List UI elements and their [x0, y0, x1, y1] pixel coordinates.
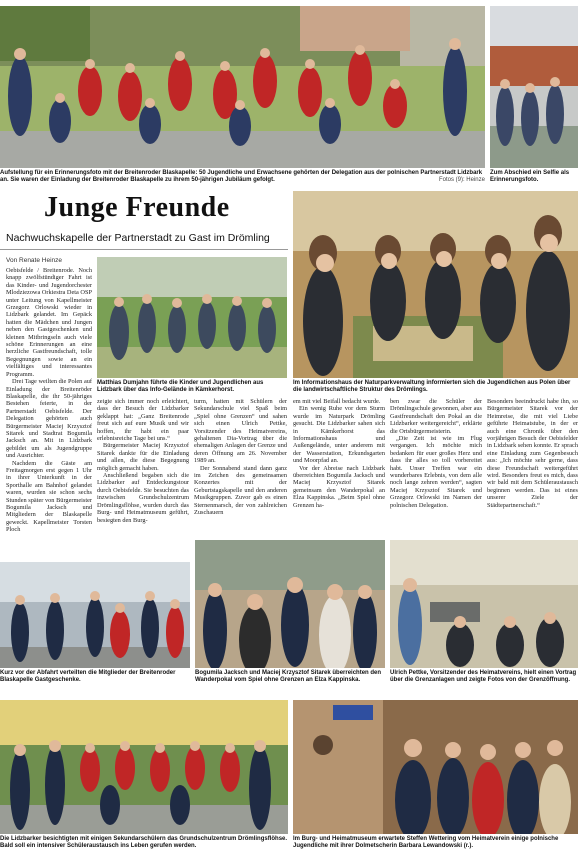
- column-5-paragraph: ben zwar die Schüler der Drömlingschule gewonnen, aber aus Gastfreundschaft den Pokal an die Lidzbarker weitergereicht“, erklärte die Ortsbürgermeisterin.: [390, 398, 482, 435]
- photo-gastgeschenke: [0, 562, 190, 668]
- column-1-paragraph: Nachdem die Gäste am Freitagmorgen erst gegen 1 Uhr in ihrer Unterkunft in der Sporthalle am Bahnhof gelandet waren, wurden sie schon sechs Stunden später von Bürgermeister Bogumila Jacksch und Mitgliedern der Blaskapelle geweckt. Kapellmeister Torsten Ploch: [6, 459, 92, 534]
- column-2-paragraph: zeigte sich immer noch erleichtert, dass der Besuch der Lidzbarker geklappt hat: „Ganz Breitenrode freut sich auf eure Musik und wir hoffen, ihr habt ein paar erlebnisreiche Tage bei uns.“: [97, 398, 189, 443]
- column-3-paragraph: Der Sonnabend stand dann ganz im Zeichen des gemeinsamen Konzertes mit der Geburtstagskapelle und den anderen Musikgruppen. Zuvor gab es einen Sternenmarsch, der von zahlreichen Zuschauern: [194, 464, 287, 517]
- article-column-3: [194, 398, 287, 558]
- divider: [0, 249, 288, 250]
- column-1-paragraph: Drei Tage weilten die Polen auf Einladung der Breitenröder Blaskapelle, die ihr 50-jähriges Bestehen feierte, in der Partnerstadt Oebisfelde. Der Delegation gehörten auch Bürgermeister Maciej Krzysztof Sitarek und Stadtrat Bogumila Jacksch an. Mit in Lidzbark gebildet um als Jugendgruppe und Ausrichter.: [6, 378, 92, 460]
- caption-row3-a: Kurz vor der Abfahrt verteilten die Mitglieder der Breitenroder Blaskapelle Gastgeschenke.: [0, 670, 176, 683]
- column-2-paragraph: Anschließend begaben sich die Lidzbarker auf Entdeckungstour durch Oebisfelde. Sie besuchten das inzwischen Grundschulzentrum Drömlingsflöhse, wurden durch das Burg- und Heimatmuseum geführt, besiegten den Burg-: [97, 472, 189, 524]
- caption-mid-left: Matthias Dumjahn führte die Kinder und Jugendlichen aus Lidzbark über das Info-Gelände in Kämkerhorst.: [97, 380, 264, 393]
- photo-wanderpokal: [195, 540, 385, 668]
- column-1-paragraph: Oebisfelde / Breitenrode. Noch knapp zwölfstündiger Fahrt ist das Kinder- und Jugendorchester Mlodziezowa Orkiestra Deta OSP unter Leitung von Kapellmeister Grzegorz Orlowski wieder in Lidzbark gelandet. Im Gepäck hatten die Mädchen und Jungen neben den Gastgeschenken und kleinen Mitbringseln auch viele schöne Erinnerungen an eine herzliche Gastfreundschaft, tolle Begegnungen sowie an ein vielfältiges und interessantes Programm.: [6, 267, 92, 378]
- column-4-paragraph: Vor der Abreise nach Lidzbark überreichten Bogumila Jacksch und Maciej Krzysztof Sitarek gemeinsam den Wanderpokal an Elza Kappinska. „Beim Spiel ohne Grenzen ha-: [293, 464, 385, 509]
- column-4-paragraph: Ein wenig Ruhe vor dem Sturm wurde im Naturpark Drömling gesucht. Die Lidzbarker sahen sich in Kämkerhorst das Informationshaus und Außengelände, unter anderem mit der Wasserstation, Erkundsgarten und Moorpfad an.: [293, 405, 385, 465]
- article-column-1: [6, 267, 92, 557]
- photo-selfie: [490, 6, 578, 168]
- photo-grundschulzentrum: [0, 700, 288, 834]
- photo-credit: Fotos (9): Heinze: [438, 177, 485, 183]
- caption-mid-right: Im Informationshaus der Naturparkverwaltung informierten sich die Jugendlichen aus Polen über die landwirtschaftliche Struktur des Drömlings.: [293, 380, 571, 393]
- column-2-paragraph: Bürgermeister Maciej Krzysztof Sitarek dankte für die Einladung und allen, die diese Begegnung möglich gemacht haben.: [97, 442, 189, 472]
- photo-kaemkerhorst: [97, 257, 287, 378]
- caption-bottom-left: Die Lidzbarker besichtigten mit einigen Sekundarschülern das Grundschulzentrum Drömlingsflöhse. Bald soll ein intensiver Schüleraustausch ins Leben gerufen werden.: [0, 836, 288, 849]
- caption-top-main: [0, 170, 485, 184]
- caption-top-right: Zum Abschied ein Selfie als Erinnerungsfoto.: [490, 170, 570, 183]
- column-5-paragraph: „Die Zeit ist wie im Flug vergangen. Ich möchte mich bedanken für euer großes Herz und dass ihr alles so toll vorbereitet habt. Unser Treffen war ein wunderbares Erlebnis, von dem alle noch lange zehren werden“, sagten Maciej Krzysztof Sitarek und Grzegorz Orlowski im Namen der polnischen Delegation.: [390, 435, 482, 509]
- article-column-6: [487, 398, 578, 558]
- article-column-5: [390, 398, 482, 558]
- byline: Von Renate Heinze: [6, 257, 63, 264]
- column-4-paragraph: em mit viel Beifall bedacht wurde.: [293, 398, 381, 405]
- photo-heimatmuseum: [293, 700, 578, 834]
- caption-bottom-right: Im Burg- und Heimatmuseum erwartete Steffen Wettering vom Heimatverein einige polnische Jugendliche mit ihrer Dolmetscherin Barbara Lewandowski (r.).: [293, 836, 559, 849]
- caption-row3-b: Bogumila Jacksch und Maciej Krzysztof Sitarek überreichten den Wanderpokal vom Spiel ohne Grenzen an Elza Kappinska.: [195, 670, 382, 683]
- photo-informationshaus: [293, 191, 578, 378]
- article-column-4: [293, 398, 385, 558]
- subheadline: Nachwuchskapelle der Partnerstadt zu Gast im Drömling: [6, 232, 270, 244]
- caption-top-main-text: Aufstellung für ein Erinnerungsfoto mit der Breitenroder Blaskapelle: 50 Jugendliche und Erwachsene gehörten der Delegation aus der polnischen Partnerstadt Lidzbark an. Sie waren der Einladung der Breitenroder Blaskapelle zu ihrem 50-jährigen Jubiläum gefolgt.: [0, 170, 483, 183]
- headline: Junge Freunde: [44, 192, 230, 223]
- column-6-paragraph: Besonders beeindruckt habe ihn, so Bürgermeister Sitarek vor der Heimreise, die mit viel Liebe geführte Heimatstube, in der er auch eine Chronik über den vorjährigen Besuch der Oebisfelder in Lidzbark sehen konnte. Er sprach eine Einladung zum Gegenbesuch aus: „Ich möchte sehr gerne, dass diese Freundschaft weitergeführt wird. Besonders freut es mich, dass wir bald mit dem Schüleraustausch beginnen werden. Das ist eines unserer Ziele der Städtepartnerschaft.“: [487, 398, 578, 509]
- article-column-2: [97, 398, 189, 558]
- column-3-paragraph: turm, hatten mit Schülern der Sekundarschule viel Spaß beim „Spiel ohne Grenzen“ und sahen sich einen Ulrich Pettke, Vorsitzender des Heimatvereins, gehaltenen Dia-Vortrag über die ehemaligen Anlagen der Grenze und deren Öffnung am 26. November 1989 an.: [194, 398, 287, 465]
- photo-group-blaskapelle: [0, 6, 485, 168]
- photo-vortrag: [390, 540, 578, 668]
- caption-row3-c: Ulrich Pettke, Vorsitzender des Heimatvereins, hielt einen Vortrag über die Grenzanlagen und zeigte Fotos von der Grenzöffnung.: [390, 670, 577, 683]
